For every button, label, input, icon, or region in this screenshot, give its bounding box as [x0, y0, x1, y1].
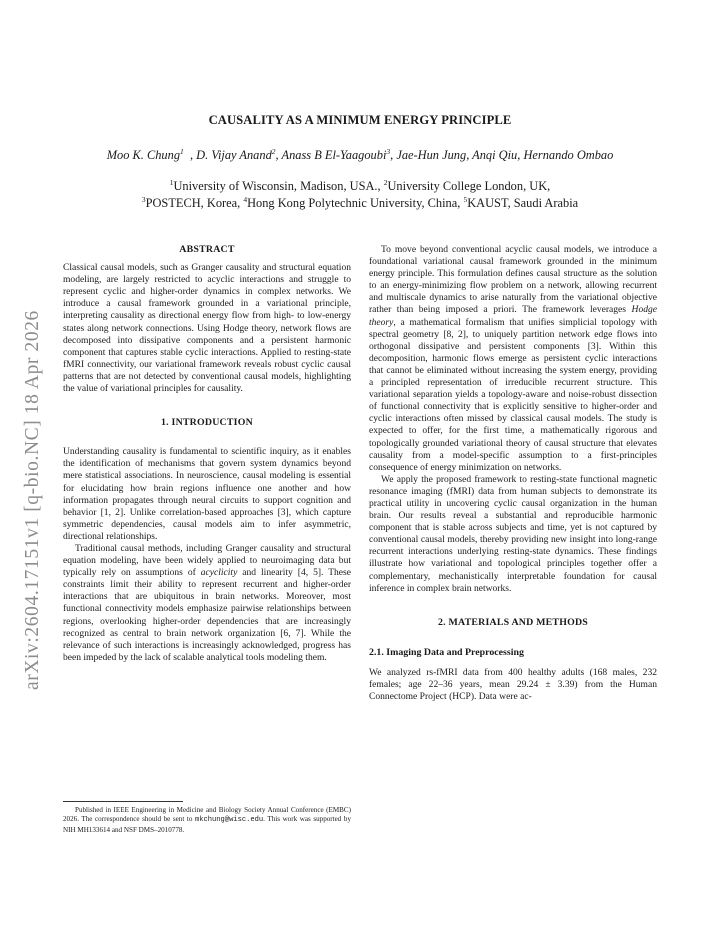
author-name: Anqi Qiu: [472, 148, 518, 162]
footnote-rule: [63, 801, 183, 802]
affiliation-line-1: [0, 179, 720, 194]
footnote: Published in IEEE Engineering in Medicine and Biology Society Annual Conference (EMBC) 2026. The correspondence should be sent to mkchung@wisc.edu. This work was supported by NIH MH133614 and NSF DMS–2010778.: [63, 806, 351, 834]
introduction-heading: 1. INTRODUCTION: [161, 417, 253, 429]
author-sup: 2: [271, 146, 276, 156]
right-paragraph-2: We apply the proposed framework to resting-state functional magnetic resonance imaging (fMRI) data from human subjects to demonstrate its practical utility in uncovering cyclic causal organization in the human brain. Our results reveal a substantial and reproducible harmonic component that is stable across subjects and time, yet is not captured by conventional causal models, thereby providing new insight into long-range recurrent interactions underlying resting-state dynamics. These findings illustrate how variational and topological principles together offer a complementary, mechanistically interpretable foundation for causal inference in complex brain networks.: [369, 473, 657, 594]
subsection-heading: 2.1. Imaging Data and Preprocessing: [369, 646, 524, 658]
right-paragraph-1: To move beyond conventional acyclic causal models, we introduce a foundational variational causal framework grounded in the minimum energy principle. This formulation defines causal structure as the solution to an energy-minimizing flow problem on a network, allowing recurrent and multiscale dynamics to arise naturally from the variational objective rather than being imposed a priori. The framework leverages Hodge theory, a mathematical formalism that unifies simplicial topology with spectral geometry [8, 2], to uniquely partition network edge flows into orthogonal dissipative and persistent components [3]. Within this decomposition, harmonic flows emerge as persistent cyclic interactions that cannot be eliminated without increasing the system energy, providing a principled representation of irreducible recurrent structure. This variational separation yields a topology-aware and noise-robust dissection of functional connectivity that is explicitly sensitive to higher-order and cyclic interactions often missed by classical causal models. The study is expected to offer, for the first time, a mathematically rigorous and topologically grounded variational theory of causal structure that elevates causality from a model-specific assumption to a first-principles consequence of energy minimization on networks.: [369, 244, 657, 473]
emphasis: Hodge theory: [369, 304, 657, 328]
affiliation-sup: 1: [169, 177, 174, 187]
author-name: D. Vijay Anand: [196, 148, 272, 162]
author-name: Jae-Hun Jung: [396, 148, 467, 162]
paper-title: CAUSALITY AS A MINIMUM ENERGY PRINCIPLE: [208, 113, 512, 127]
affiliation-sup: 5: [463, 194, 468, 204]
methods-paragraph-1: We analyzed rs-fMRI data from 400 healthy adults (168 males, 232 females; age 22–36 years, mean 29.24 ± 3.39) from the Human Connectome Project (HCP). Data were ac-: [369, 666, 657, 703]
affiliation-text: KAUST, Saudi Arabia: [467, 196, 579, 210]
author-sup: 3: [386, 146, 391, 156]
affiliation-sup: 2: [383, 177, 388, 187]
author-name: Hernando Ombao: [523, 148, 614, 162]
arxiv-stamp: arXiv:2604.17151v1 [q-bio.NC] 18 Apr 2026: [22, 310, 43, 690]
affiliation-text: POSTECH, Korea,: [145, 196, 244, 210]
left-column: [63, 244, 351, 664]
author-sup: 1: [180, 146, 184, 156]
affiliation-sup: 3: [141, 194, 146, 204]
email-link[interactable]: mkchung@wisc.edu: [195, 816, 264, 825]
affiliation-text: University of Wisconsin, Madison, USA.,: [173, 179, 384, 193]
intro-paragraph-2: Traditional causal methods, including Granger causality and structural equation modeling, have been widely applied to neuroimaging data but typically rely on assumptions of acyclicity and linearity [4, 5]. These constraints limit their ability to represent recurrent and higher-order interactions that are ubiquitous in brain networks. Moreover, most functional connectivity models emphasize pairwise relationships between regions, overlooking higher-order dependencies that are increasingly recognized as central to brain network organization [6, 7]. While the relevance of such interactions is increasingly acknowledged, progress has been impeded by the lack of scalable analytical tools modeling them.: [63, 542, 351, 663]
methods-heading: 2. MATERIALS AND METHODS: [437, 616, 588, 628]
author-name: Anass B El-Yaagoubi: [281, 148, 387, 162]
author-name: Moo K. Chung: [106, 148, 181, 162]
emphasis: acyclicity: [200, 567, 238, 579]
right-column: [369, 244, 657, 703]
abstract-text: Classical causal models, such as Granger causality and structural equation modeling, are largely restricted to acyclic interactions and struggle to represent cyclic and higher-order dynamics in complex networks. We introduce a causal framework grounded in a variational principle, interpreting causality as directional energy flow from high- to low-energy states along network connections. Using Hodge theory, network flows are decomposed into dissipative components and a persistent harmonic component that captures stable cyclic interactions. Applied to resting-state fMRI connectivity, our variational framework reveals robust cyclic causal patterns that are not detected by conventional causal models, highlighting the value of variational principles for causality.: [63, 262, 351, 395]
author-list: Moo K. Chung$^1$ , D. Vijay Anand$^2$, Anass B El-Yaagoubi$^3$, Jae-Hun Jung, Anqi Qiu, Hernando Ombao: [106, 146, 614, 162]
affiliation-text: University College London, UK,: [387, 179, 551, 193]
affiliation-line-2: [0, 196, 720, 211]
abstract-heading: ABSTRACT: [179, 244, 235, 255]
affiliation-sup: 4: [243, 194, 248, 204]
intro-paragraph-1: Understanding causality is fundamental to scientific inquiry, as it enables the identification of mechanisms that govern system dynamics beyond mere statistical associations. In neuroscience, causal modeling is essential for elucidating how brain regions influence one another and how information propagates through neural circuits to support cognition and behavior [1, 2]. Unlike correlation-based approaches [3], which capture symmetric dependencies, causal models aim to infer asymmetric, directional relationships.: [63, 446, 351, 542]
affiliation-text: Hong Kong Polytechnic University, China,: [247, 196, 464, 210]
